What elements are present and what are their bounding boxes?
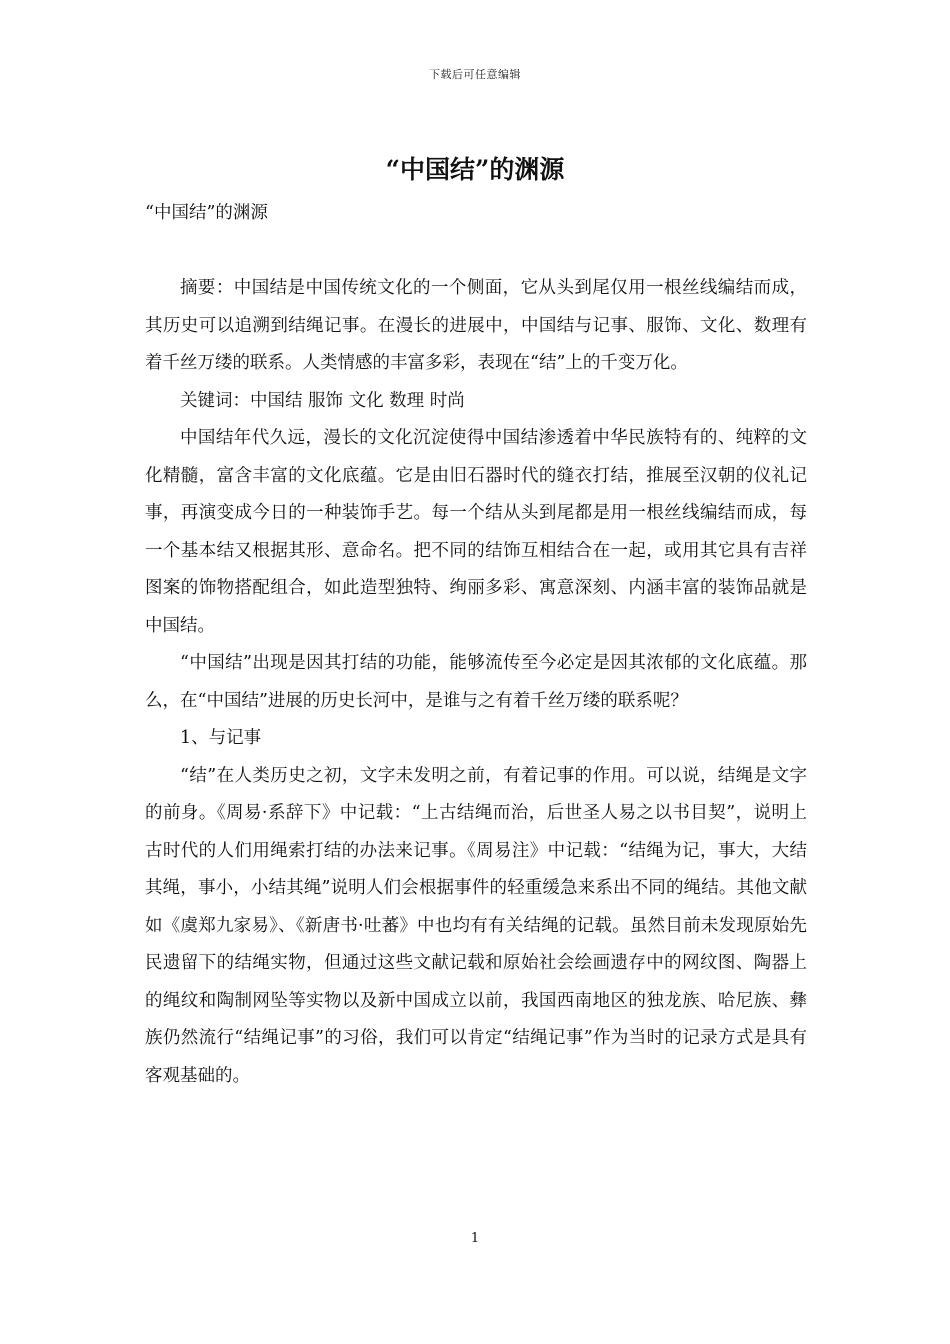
section-heading: 1、与记事	[180, 728, 262, 748]
keywords-paragraph: 关键词：中国结 服饰 文化 数理 时尚	[180, 390, 465, 411]
document-body	[145, 270, 807, 1095]
body-paragraph: “结”在人类历史之初，文字未发明之前，有着记事的作用。可以说，结绳是文字的前身。《周易·系辞下》中记载：“上古结绳而治，后世圣人易之以书目契”，说明上古时代的人们用绳索打结的办法来记事。《周易注》中记载：“结绳为记，事大，大结其绳，事小，小结其绳”说明人们会根据事件的轻重缓急来系出不同的绳结。其他文献如《虞郑九家易》、《新唐书·吐蕃》中也均有有关结绳的记载。虽然目前未发现原始先民遗留下的结绳实物，但通过这些文献记载和原始社会绘画遗存中的网纹图、陶器上的绳纹和陶制网坠等实物以及新中国成立以前，我国西南地区的独龙族、哈尼族、彝族仍然流行“结绳记事”的习俗，我们可以肯定“结绳记事”作为当时的记录方式是具有客观基础的。	[145, 765, 807, 1086]
page-number: 1	[470, 1231, 480, 1246]
body-paragraph: “中国结”出现是因其打结的功能，能够流传至今必定是因其浓郁的文化底蕴。那么，在“中国结”进展的历史长河中，是谁与之有着千丝万缕的联系呢？	[145, 653, 807, 711]
document-subtitle: “中国结”的渊源	[145, 203, 268, 223]
document-title: “中国结”的渊源	[385, 155, 565, 184]
abstract-paragraph: 摘要：中国结是中国传统文化的一个侧面，它从头到尾仅用一根丝线编结而成，其历史可以追溯到结绳记事。在漫长的进展中，中国结与记事、服饰、文化、数理有着千丝万缕的联系。人类情感的丰富多彩，表现在“结”上的千变万化。	[145, 278, 807, 373]
body-paragraph: 中国结年代久远，漫长的文化沉淀使得中国结渗透着中华民族特有的、纯粹的文化精髓，富含丰富的文化底蕴。它是由旧石器时代的缝衣打结，推展至汉朝的仪礼记事，再演变成今日的一种装饰手艺。每一个结从头到尾都是用一根丝线编结而成，每一个基本结又根据其形、意命名。把不同的结饰互相结合在一起，或用其它具有吉祥图案的饰物搭配组合，如此造型独特、绚丽多彩、寓意深刻、内涵丰富的装饰品就是中国结。	[145, 428, 807, 636]
page-header: 下载后可任意编辑	[429, 68, 521, 81]
